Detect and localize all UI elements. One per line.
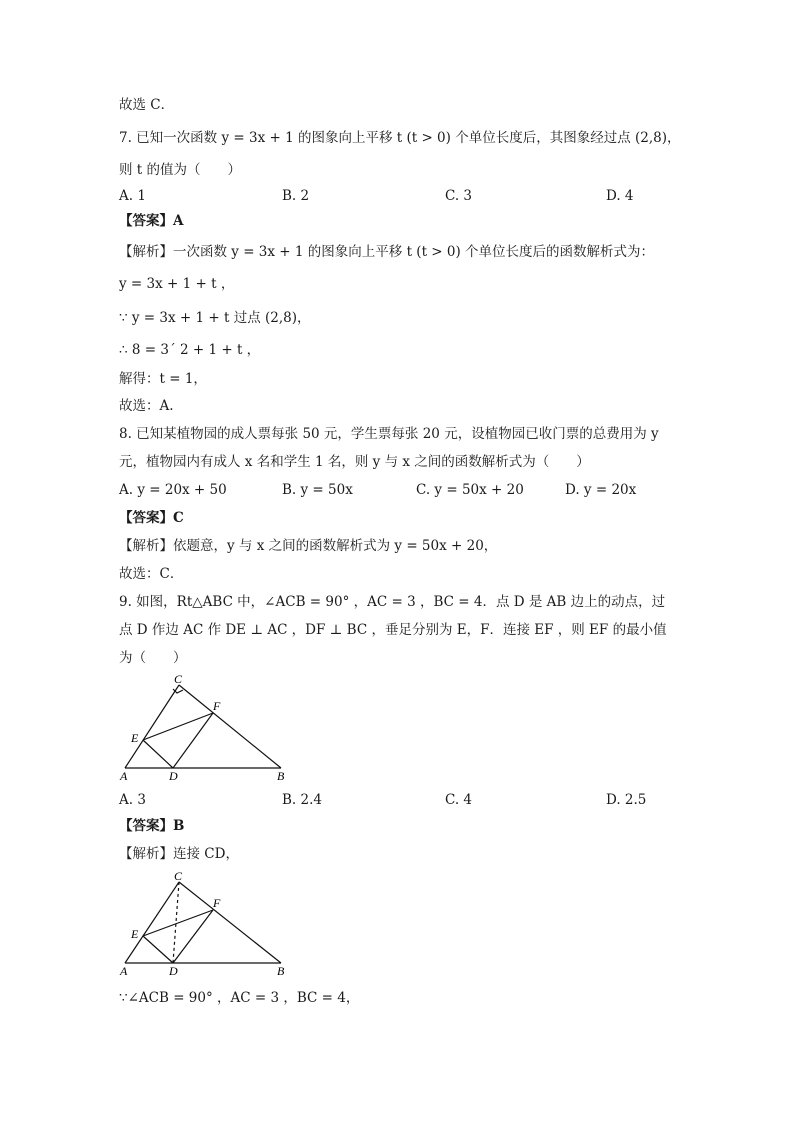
q7-analysis: 【解析】一次函数 y = 3x + 1 的图象向上平移 t (t > 0) 个单位长度后的函数解析式为： — [119, 244, 655, 260]
segment-de — [143, 936, 173, 963]
q7-option-d: D. 4 — [606, 188, 634, 204]
label-f: F — [213, 896, 221, 910]
triangle-figure — [115, 672, 295, 784]
q7-option-c: C. 3 — [445, 188, 473, 204]
label-b: B — [277, 964, 285, 978]
q8-option-b: B. y = 50x — [282, 482, 353, 498]
label-b: B — [277, 769, 285, 783]
q8-stem: 元，植物园内有成人 x 名和学生 1 名，则 y 与 x 之间的函数解析式为（ ） — [119, 454, 590, 470]
label-c: C — [174, 672, 183, 686]
label-e: E — [131, 927, 139, 941]
q7-analysis: ∵ y = 3x + 1 + t 过点 (2,8)， — [119, 310, 311, 326]
q8-option-d: D. y = 20x — [565, 482, 637, 498]
q7-stem: 则 t 的值为（ ） — [119, 162, 242, 178]
q8-stem: 8. 已知某植物园的成人票每张 50 元，学生票每张 20 元，设植物园已收门票的总费用为 y — [119, 426, 659, 442]
segment-cb — [179, 882, 281, 963]
q9-option-b: B. 2.4 — [282, 792, 322, 808]
q9-option-c: C. 4 — [445, 792, 473, 808]
q8-answer: 【答案】C — [119, 510, 184, 526]
q9-stem: 为（ ） — [119, 650, 187, 666]
q7-analysis: 解得：t = 1， — [119, 371, 207, 387]
q8-option-a: A. y = 20x + 50 — [119, 482, 227, 498]
label-c: C — [174, 870, 183, 883]
q7-option-b: B. 2 — [282, 188, 310, 204]
label-e: E — [131, 731, 139, 745]
q9-analysis: 【解析】连接 CD， — [119, 846, 239, 862]
q7-stem: 7. 已知一次函数 y = 3x + 1 的图象向上平移 t (t > 0) 个单位长度后，其图象经过点 (2,8)， — [119, 130, 681, 146]
q7-answer: 【答案】A — [119, 213, 184, 229]
segment-cb — [179, 685, 281, 768]
triangle-figure-with-cd — [115, 870, 295, 982]
label-f: F — [213, 699, 221, 713]
label-a: A — [120, 769, 128, 783]
q7-analysis: y = 3x + 1 + t ， — [119, 276, 235, 292]
q9-option-d: D. 2.5 — [606, 792, 647, 808]
q9-analysis: ∵∠ACB = 90° ，AC = 3 ，BC = 4， — [119, 990, 360, 1006]
q7-analysis: ∴ 8 = 3´ 2 + 1 + t ， — [119, 342, 261, 358]
segment-ac — [125, 685, 179, 768]
q9-stem: 9. 如图，Rt△ABC 中，∠ACB = 90° ，AC = 3 ，BC = 4．点 D 是 AB 边上的动点，过 — [119, 594, 666, 610]
q9-option-a: A. 3 — [119, 792, 146, 808]
segment-de — [143, 740, 173, 768]
q8-analysis: 故选：C． — [119, 566, 184, 582]
q9-stem: 点 D 作边 AC 作 DE ⊥ AC ，DF ⊥ BC ，垂足分别为 E，F．连接 EF ，则 EF 的最小值 — [119, 622, 667, 638]
text-line: 故选 C． — [119, 97, 175, 113]
label-d: D — [169, 769, 178, 783]
q7-option-a: A. 1 — [119, 188, 146, 204]
q7-analysis: 故选：A. — [119, 398, 174, 414]
label-d: D — [169, 964, 178, 978]
q9-answer: 【答案】B — [119, 818, 185, 834]
q8-analysis: 【解析】依题意，y 与 x 之间的函数解析式为 y = 50x + 20， — [119, 538, 498, 554]
q8-option-c: C. y = 50x + 20 — [416, 482, 524, 498]
label-a: A — [120, 964, 128, 978]
segment-ac — [125, 882, 179, 963]
